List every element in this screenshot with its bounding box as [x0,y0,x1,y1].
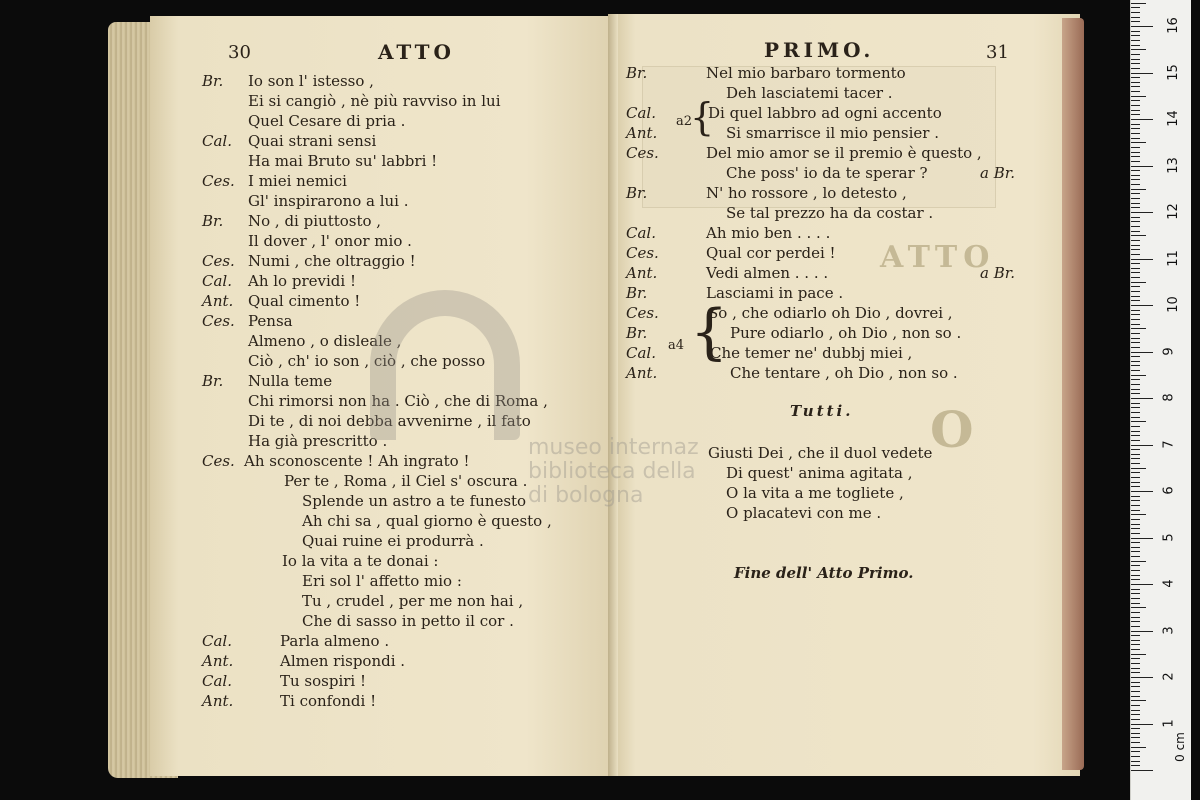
left-speaker: Br. [202,212,224,230]
left-speaker: Ces. [202,172,235,190]
ruler-number: 2 [1161,672,1177,681]
ruler-tick [1131,640,1140,641]
ruler-tick [1131,12,1140,13]
right-page-number: 31 [986,42,1009,63]
ruler-tick [1131,486,1140,487]
ruler-tick [1131,384,1140,385]
ruler-tick [1131,7,1140,8]
ruler-tick [1131,379,1140,380]
ruler-tick [1131,551,1140,552]
left-verse-line: Il dover , l' onor mio . [248,232,412,250]
ruler-tick [1131,682,1140,683]
ruler-tick [1131,756,1140,757]
ruler-tick [1131,133,1140,134]
left-verse-line: Io son l' istesso , [248,72,374,90]
ruler-number: 15 [1165,63,1181,81]
right-verse-line: So , che odiarlo oh Dio , dovrei , [708,304,953,322]
left-verse-line: Ah chi sa , qual giorno è questo , [302,512,552,530]
tutti-heading: Tutti. [790,402,854,420]
ruler-tick [1131,110,1140,111]
ruler-tick [1131,458,1140,459]
ruler-tick [1131,500,1140,501]
left-verse-line: Chi rimorsi non ha . Ciò , che di Roma , [248,392,548,410]
ruler-tick [1131,221,1140,222]
ruler-number: 10 [1165,296,1181,313]
ruler-number: 6 [1161,486,1177,495]
ruler-tick [1131,156,1140,157]
ruler-tick [1131,166,1153,167]
ruler-tick [1131,654,1146,655]
ruler-tick [1131,575,1140,576]
ruler-tick [1131,152,1140,153]
ruler-tick [1131,565,1140,566]
left-verse-line: I miei nemici [248,172,347,190]
ruler-tick [1131,421,1146,422]
ruler-tick [1131,412,1140,413]
ruler-tick [1131,621,1140,622]
ruler-tick [1131,170,1140,171]
ruler-tick [1131,607,1146,608]
ruler-tick [1131,435,1140,436]
brace-a4: { [690,297,729,367]
ruler-tick [1131,291,1140,292]
ruler-tick [1131,672,1140,673]
ruler-tick [1131,533,1140,534]
left-verse-line: Ciò , ch' io son , ciò , che posso [248,352,486,370]
ruler-unit: 0 cm [1172,732,1187,762]
ruler-tick [1131,407,1140,408]
ruler-tick [1131,259,1153,260]
left-verse-line: Io la vita a te donai : [282,552,439,570]
ruler-tick [1131,556,1140,557]
ruler-tick [1131,561,1146,562]
ruler-tick [1131,161,1140,162]
ruler-tick [1131,598,1140,599]
ruler-tick [1131,212,1153,213]
ruler-tick [1131,770,1153,771]
left-speaker: Ces. [202,252,235,270]
right-verse-line: Qual cor perdei ! [706,244,836,262]
left-verse-line: Splende un astro a te funesto [302,492,527,510]
ruler-tick [1131,519,1140,520]
ruler-tick [1131,547,1140,548]
ruler-tick [1131,254,1140,255]
ruler-tick [1131,217,1140,218]
left-verse-line: Tu , crudel , per me non hai , [302,592,524,610]
ruler-tick [1131,63,1140,64]
brace-a2: { [690,95,715,139]
right-verse-line: Di quel labbro ad ogni accento [708,104,942,122]
right-verse-line: Ah mio ben . . . . [706,224,831,242]
ruler-tick [1131,86,1140,87]
right-verse-line: Che temer ne' dubbj miei , [710,344,913,362]
ruler-tick [1131,445,1153,446]
left-speaker: Cal. [202,632,232,650]
ruler-tick [1131,589,1140,590]
left-speaker: Cal. [202,272,232,290]
left-verse-line: Gl' inspirarono a lui . [248,192,409,210]
ruler-tick [1131,737,1140,738]
ruler-tick [1131,59,1140,60]
ruler-tick [1131,477,1140,478]
ruler-tick [1131,710,1140,711]
ruler-tick [1131,296,1140,297]
ruler-tick [1131,403,1140,404]
ruler-tick [1131,54,1140,55]
left-verse-line: Ah sconoscente ! Ah ingrato ! [244,452,470,470]
left-verse-line: Qual cimento ! [248,292,361,310]
left-speaker: Ces. [202,312,235,330]
ruler-tick [1131,649,1140,650]
left-verse-line: Ha già prescritto . [248,432,388,450]
ruler-tick [1131,635,1140,636]
ruler-tick [1131,398,1153,399]
right-verse-line: N' ho rossore , lo detesto , [706,184,907,202]
ruler-tick [1131,365,1140,366]
ruler-tick [1131,668,1140,669]
left-verse-line: Almen rispondi . [280,652,406,670]
ruler-tick [1131,198,1140,199]
ruler-tick [1131,431,1140,432]
ruler-tick [1131,96,1146,97]
left-verse-line: No , di piuttosto , [248,212,382,230]
right-page-edge [1062,18,1084,770]
left-verse-line: Che di sasso in petto il cor . [302,612,514,630]
ruler-tick [1131,677,1153,678]
ruler-number: 16 [1165,17,1181,34]
left-speaker: Cal. [202,132,232,150]
ruler-tick [1131,124,1140,125]
ruler-tick [1131,482,1140,483]
ruler-tick [1131,612,1140,613]
right-speaker: Ant. [626,124,658,142]
ruler-tick [1131,579,1140,580]
ruler-tick [1131,356,1140,357]
right-speaker: Br. [626,324,648,342]
ruler-tick [1131,700,1146,701]
ruler-tick [1131,268,1140,269]
ruler-tick [1131,686,1140,687]
ruler-tick [1131,21,1140,22]
ruler-tick [1131,538,1153,539]
ruler-tick [1131,765,1140,766]
right-verse-line: Che poss' io da te sperar ? [726,164,928,182]
ruler-number: 9 [1161,346,1177,356]
a2-marker: a2 [676,114,693,129]
left-verse-line: Eri sol l' affetto mio : [302,572,462,590]
left-verse-line: Nulla teme [248,372,333,390]
ruler-tick [1131,305,1153,306]
ruler-tick [1131,3,1146,4]
ruler-tick [1131,249,1140,250]
ruler-tick [1131,728,1140,729]
ruler-tick [1131,272,1140,273]
ruler-tick [1131,742,1140,743]
ruler-tick [1131,114,1140,115]
left-verse-line: Parla almeno . [280,632,390,650]
ruler-tick [1131,277,1140,278]
ruler-tick [1131,375,1146,376]
ruler-tick [1131,138,1140,139]
ruler-tick [1131,263,1140,264]
left-speaker: Ant. [202,692,234,710]
left-verse-line: Per te , Roma , il Ciel s' oscura . [284,472,528,490]
right-header: PRIMO. [764,38,875,62]
ruler-tick [1131,761,1140,762]
right-speaker: Ces. [626,144,659,162]
ruler-tick [1131,179,1140,180]
ruler-tick [1131,319,1140,320]
ruler-tick [1131,207,1140,208]
ruler-tick [1131,370,1140,371]
ruler-tick [1131,593,1140,594]
ruler-tick [1131,300,1140,301]
left-verse-line: Ah lo previdi ! [248,272,356,290]
ruler-tick [1131,142,1146,143]
left-verse-line: Pensa [248,312,293,330]
ruler-tick [1131,147,1140,148]
ruler-tick [1131,617,1140,618]
right-verse-line: Si smarrisce il mio pensier . [726,124,939,142]
ruler-tick [1131,347,1140,348]
ruler-number: 7 [1161,439,1177,449]
ruler-tick [1131,82,1140,83]
ruler-tick [1131,100,1140,101]
right-verse-line: Se tal prezzo ha da costar . [726,204,934,222]
ruler-tick [1131,31,1140,32]
watermark-line-2: biblioteca della [528,459,696,484]
right-verse-line: Deh lasciatemi tacer . [726,84,893,102]
left-verse-line: Numi , che oltraggio ! [248,252,416,270]
ruler-tick [1131,644,1140,645]
ruler-tick [1131,626,1140,627]
ruler-tick [1131,184,1140,185]
ruler-tick [1131,91,1140,92]
ruler-tick [1131,570,1140,571]
left-header: ATTO [378,40,455,64]
right-speaker: Br. [626,184,648,202]
ruler-tick [1131,342,1140,343]
ruler-tick [1131,733,1140,734]
ruler-tick [1131,119,1153,120]
ruler-tick [1131,417,1140,418]
ruler-number: 13 [1165,156,1181,174]
right-verse-line: Di quest' anima agitata , [726,464,913,482]
ruler-tick [1131,235,1146,236]
right-speaker: Br. [626,64,648,82]
ruler-number: 3 [1161,625,1177,635]
ruler-tick [1131,454,1140,455]
ruler-tick [1131,314,1140,315]
left-speaker: Br. [202,372,224,390]
right-speaker: Ces. [626,304,659,322]
ruler-number: 8 [1161,393,1177,402]
ruler-tick [1131,449,1140,450]
ruler-tick [1131,426,1140,427]
left-verse-line: Quai strani sensi [248,132,377,150]
ruler-tick [1131,77,1140,78]
left-verse-line: Ti confondi ! [280,692,377,710]
a4-marker: a4 [668,338,685,353]
ruler-number: 12 [1165,203,1181,220]
ruler-tick [1131,505,1140,506]
ruler-tick [1131,361,1140,362]
right-speaker: Ant. [626,364,658,382]
ruler-tick [1131,193,1140,194]
ruler-tick [1131,40,1140,41]
left-verse-line: Almeno , o disleale , [248,332,402,350]
ruler-tick [1131,26,1153,27]
ruler-tick [1131,440,1140,441]
left-speaker: Cal. [202,672,232,690]
left-page-number: 30 [228,42,251,63]
ruler-number: 14 [1165,110,1181,127]
ruler-tick [1131,691,1140,692]
ruler-tick [1131,189,1146,190]
ruler-tick [1131,705,1140,706]
ruler-tick [1131,175,1140,176]
left-speaker: Ces. [202,452,235,470]
fine-atto: Fine dell' Atto Primo. [734,564,914,582]
ruler-tick [1131,658,1140,659]
ruler-tick [1131,463,1140,464]
ruler-tick [1131,231,1140,232]
ruler-tick [1131,714,1140,715]
left-verse-line: Tu sospiri ! [280,672,367,690]
right-verse-line: Nel mio barbaro tormento [706,64,906,82]
ruler-tick [1131,240,1140,241]
right-verse-line: Del mio amor se il premio è questo , [706,144,982,162]
ruler-tick [1131,510,1140,511]
right-speaker: Ces. [626,244,659,262]
ruler-tick [1131,751,1140,752]
bleed-through-text: ATTO [880,240,996,275]
measurement-ruler [1130,0,1191,800]
left-verse-line: Quel Cesare di pria . [248,112,406,130]
ruler-number: 1 [1161,718,1177,728]
right-speaker: Cal. [626,224,656,242]
right-verse-line: Pure odiarlo , oh Dio , non so . [730,324,962,342]
ruler-tick [1131,35,1140,36]
right-verse-line: O la vita a me togliete , [726,484,904,502]
right-verse-line: O placatevi con me . [726,504,882,522]
right-speaker: Ant. [626,264,658,282]
ruler-tick [1131,226,1140,227]
ruler-tick [1131,203,1140,204]
ruler-tick [1131,286,1140,287]
ruler-tick [1131,128,1140,129]
watermark-line-3: di bologna [528,483,644,508]
ruler-tick [1131,724,1153,725]
ruler-tick [1131,282,1146,283]
ruler-number: 11 [1165,249,1181,267]
left-verse-line: Ha mai Bruto su' labbri ! [248,152,438,170]
right-verse-line: Lasciami in pace . [706,284,844,302]
ruler-tick [1131,338,1140,339]
ruler-tick [1131,68,1140,69]
left-verse-line: Di te , di noi debba avvenirne , il fato [248,412,531,430]
ruler-tick [1131,352,1153,353]
right-speaker: Cal. [626,104,656,122]
ruler-tick [1131,496,1140,497]
right-verse-line: Giusti Dei , che il duol vedete [708,444,933,462]
ruler-tick [1131,245,1140,246]
left-speaker: Ant. [202,292,234,310]
bleed-through-initial: O [930,400,980,459]
ruler-tick [1131,73,1153,74]
aside-a-br-1: a Br. [980,164,1016,182]
ruler-tick [1131,105,1140,106]
ruler-tick [1131,333,1140,334]
ruler-tick [1131,524,1140,525]
ruler-tick [1131,389,1140,390]
book-gutter [608,14,618,776]
right-speaker: Br. [626,284,648,302]
left-verse-line: Ei si cangiò , nè più ravviso in lui [248,92,501,110]
ruler-tick [1131,631,1153,632]
watermark-line-1: museo internaz [528,435,699,460]
right-verse-line: Che tentare , oh Dio , non so . [730,364,958,382]
ruler-tick [1131,49,1146,50]
ruler-tick [1131,663,1140,664]
ruler-tick [1131,514,1146,515]
ruler-tick [1131,472,1140,473]
ruler-tick [1131,603,1140,604]
left-speaker: Ant. [202,652,234,670]
ruler-tick [1131,468,1146,469]
ruler-tick [1131,328,1146,329]
left-verse-line: Quai ruine ei produrrà . [302,532,484,550]
ruler-tick [1131,584,1153,585]
ruler-tick [1131,696,1140,697]
ruler-tick [1131,491,1153,492]
ruler-number: 4 [1161,579,1177,588]
ruler-tick [1131,310,1140,311]
ruler-tick [1131,45,1140,46]
ruler-tick [1131,542,1140,543]
left-speaker: Br. [202,72,224,90]
aside-a-br-2: a Br. [980,264,1016,282]
right-verse-line: Vedi almen . . . . [706,264,829,282]
ruler-tick [1131,528,1140,529]
ruler-tick [1131,17,1140,18]
ruler-tick [1131,747,1146,748]
ruler-tick [1131,324,1140,325]
ruler-tick [1131,393,1140,394]
ruler-tick [1131,719,1140,720]
ruler-number: 5 [1161,532,1177,542]
right-speaker: Cal. [626,344,656,362]
